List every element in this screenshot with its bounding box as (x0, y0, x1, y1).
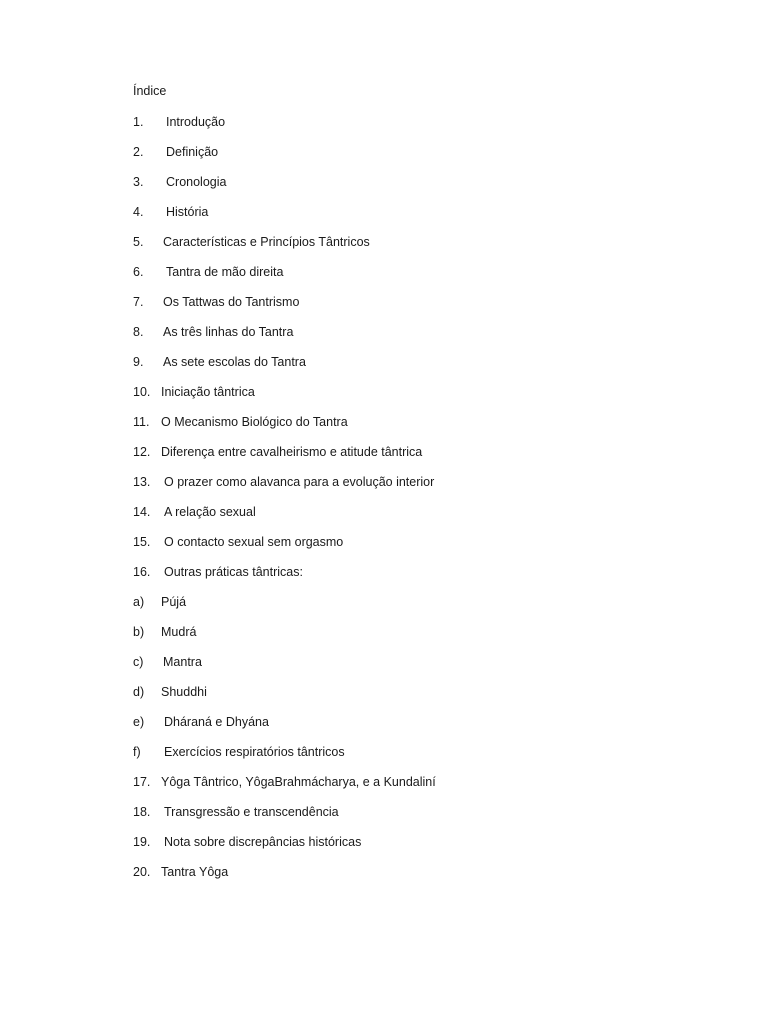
toc-entry-number: 2. (133, 145, 144, 159)
toc-entry-number: 10. (133, 385, 151, 399)
toc-entry-text: Iniciação tântrica (161, 385, 255, 399)
toc-entry-number: 14. (133, 505, 151, 519)
toc-entry-text: O contacto sexual sem orgasmo (164, 535, 344, 549)
toc-entry-number: 20. (133, 865, 151, 879)
toc-entry-text: Yôga Tântrico, YôgaBrahmácharya, e a Kundaliní (161, 775, 436, 789)
toc-entry-text: As sete escolas do Tantra (163, 355, 306, 369)
page-title: Índice (133, 84, 167, 98)
toc-entry-number: 12. (133, 445, 151, 459)
toc-entry-text: Introdução (166, 115, 226, 129)
toc-entry-text: Cronologia (166, 175, 227, 189)
toc-entry-text: Tantra Yôga (161, 865, 229, 879)
toc-entry-number: 8. (133, 325, 144, 339)
toc-entry-number: 4. (133, 205, 144, 219)
toc-entry-number: b) (133, 625, 145, 639)
toc-entry-text: Pújá (161, 595, 187, 609)
toc-entry-text: Características e Princípios Tântricos (163, 235, 370, 249)
toc-entry-text: Os Tattwas do Tantrismo (163, 295, 300, 309)
toc-entry-number: 5. (133, 235, 144, 249)
toc-entry-number: 9. (133, 355, 144, 369)
toc-entry-text: Mantra (163, 655, 202, 669)
toc-entry-text: Mudrá (161, 625, 197, 639)
toc-entry-text: Dháraná e Dhyána (164, 715, 269, 729)
toc-entry-number: a) (133, 595, 145, 609)
toc-entry-number: 19. (133, 835, 151, 849)
toc-entry-text: Tantra de mão direita (166, 265, 284, 279)
toc-entry-number: 18. (133, 805, 151, 819)
toc-entry-number: 7. (133, 295, 144, 309)
toc-entry-text: Shuddhi (161, 685, 207, 699)
toc-entry-text: Outras práticas tântricas: (164, 565, 303, 579)
toc-entry-text: O Mecanismo Biológico do Tantra (161, 415, 348, 429)
toc-entry-number: 13. (133, 475, 151, 489)
toc-entry-text: História (166, 205, 209, 219)
toc-entry-text: O prazer como alavanca para a evolução interior (164, 475, 435, 489)
toc-entry-number: 11. (133, 415, 150, 429)
toc-entry-number: 17. (133, 775, 151, 789)
toc-entry-text: Diferença entre cavalheirismo e atitude tântrica (161, 445, 423, 459)
toc-entry-number: 1. (133, 115, 144, 129)
toc-entry-text: As três linhas do Tantra (163, 325, 294, 339)
toc-entry-number: c) (133, 655, 144, 669)
toc-entry-text: Transgressão e transcendência (164, 805, 339, 819)
toc-entry-number: e) (133, 715, 145, 729)
toc-entry-text: A relação sexual (164, 505, 256, 519)
toc-entry-text: Exercícios respiratórios tântricos (164, 745, 345, 759)
toc-entry-number: d) (133, 685, 145, 699)
toc-entry-number: 3. (133, 175, 144, 189)
toc-entry-number: 15. (133, 535, 151, 549)
toc-entry-number: f) (133, 745, 141, 759)
toc-entry-text: Definição (166, 145, 219, 159)
toc-entry-text: Nota sobre discrepâncias históricas (164, 835, 362, 849)
toc-entry-number: 6. (133, 265, 144, 279)
toc-entry-number: 16. (133, 565, 151, 579)
